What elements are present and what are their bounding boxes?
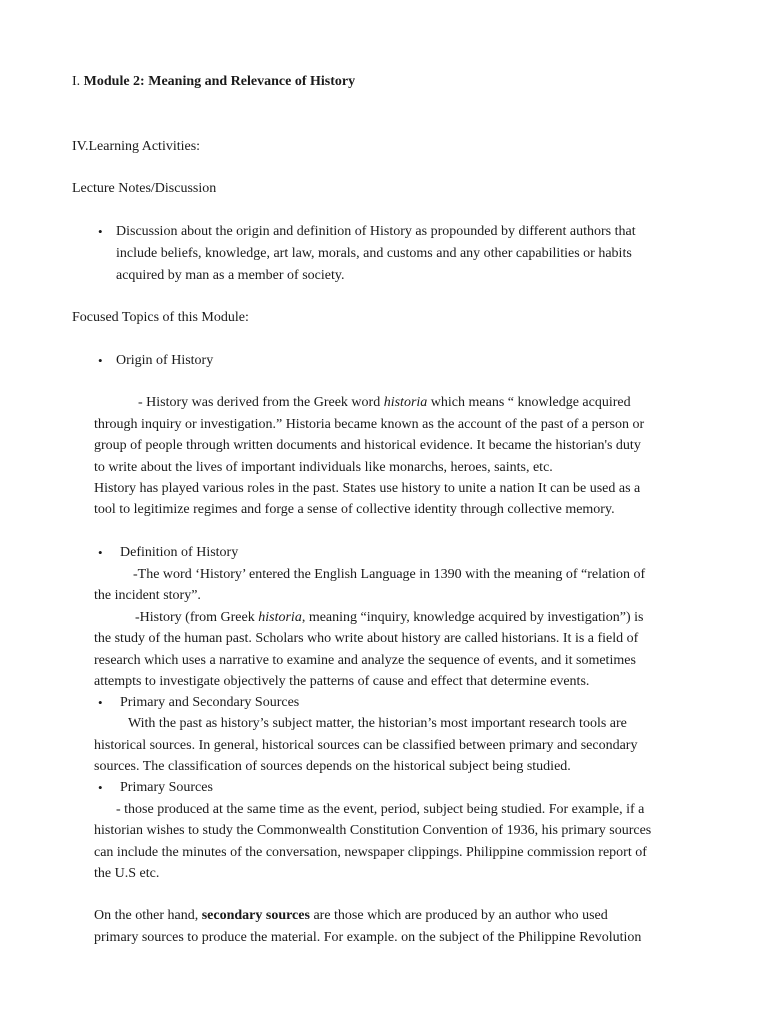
prim-sec-title: Primary and Secondary Sources: [120, 695, 300, 710]
origin-line-5: History has played various roles in the past. States use history to unite a nation It can be used as a: [94, 481, 641, 496]
discussion-line-1: Discussion about the origin and definition of History as propounded by different authors that: [116, 224, 636, 239]
bullet-icon: •: [98, 224, 103, 239]
primary-line-1: - those produced at the same time as the event, period, subject being studied. For example, if a: [116, 802, 645, 817]
prim-sec-line-1: With the past as history’s subject matter, the historian’s most important research tools are: [128, 716, 627, 731]
primary-title: Primary Sources: [120, 780, 213, 795]
definition-line-6: attempts to investigate objectively the patterns of cause and effect that determine events.: [94, 674, 590, 689]
definition-line-3-a: -History (from Greek: [135, 610, 259, 625]
bullet-icon: •: [98, 695, 103, 710]
module-heading: [72, 73, 355, 91]
definition-title: Definition of History: [120, 545, 239, 560]
focused-topics-heading: Focused Topics of this Module:: [72, 310, 249, 325]
heading-title: Module 2: Meaning and Relevance of History: [83, 74, 356, 89]
origin-line-4: to write about the lives of important individuals like monarchs, heroes, saints, etc.: [94, 460, 553, 475]
primary-line-3: can include the minutes of the conversation, newspaper clippings. Philippine commission report of: [94, 845, 647, 860]
definition-line-3: [135, 609, 643, 627]
origin-line-1-b: which means “ knowledge acquired: [427, 395, 631, 410]
secondary-line-1-a: On the other hand,: [94, 908, 202, 923]
heading-prefix: I.: [72, 74, 84, 89]
origin-line-2: through inquiry or investigation.” Historia became known as the account of the past of a person or: [94, 417, 645, 432]
primary-line-4: the U.S etc.: [94, 866, 160, 881]
lecture-notes-heading: Lecture Notes/Discussion: [72, 181, 217, 196]
definition-line-4: the study of the human past. Scholars who write about history are called historians. It is a field of: [94, 631, 639, 646]
bullet-icon: •: [98, 353, 103, 368]
discussion-line-2: include beliefs, knowledge, art law, morals, and customs and any other capabilities or habits: [116, 246, 632, 261]
definition-line-5: research which uses a narrative to examine and analyze the sequence of events, and it sometimes: [94, 653, 636, 668]
discussion-line-3: acquired by man as a member of society.: [116, 268, 345, 283]
definition-line-3-b: , meaning “inquiry, knowledge acquired by investigation”) is: [301, 610, 644, 625]
definition-line-1: -The word ‘History’ entered the English Language in 1390 with the meaning of “relation of: [133, 567, 646, 582]
origin-line-6: tool to legitimize regimes and forge a sense of collective identity through collective memory.: [94, 502, 615, 517]
bullet-icon: •: [98, 780, 103, 795]
definition-line-2: the incident story”.: [94, 588, 201, 603]
origin-line-3: group of people through written documents and historical evidence. It became the historian's duty: [94, 438, 641, 453]
secondary-term: secondary sources: [201, 908, 310, 923]
definition-line-3-em: historia: [258, 610, 302, 625]
bullet-icon: •: [98, 545, 103, 560]
origin-title: Origin of History: [116, 353, 214, 368]
prim-sec-line-3: sources. The classification of sources depends on the historical subject being studied.: [94, 759, 571, 774]
origin-line-1: [138, 394, 631, 412]
origin-line-1-a: - History was derived from the Greek word: [138, 395, 384, 410]
origin-line-1-em: historia: [383, 395, 428, 410]
primary-line-2: historian wishes to study the Commonwealth Constitution Convention of 1936, his primary sources: [94, 823, 652, 838]
prim-sec-line-2: historical sources. In general, historical sources can be classified between primary and secondary: [94, 738, 638, 753]
learning-activities-heading: IV.Learning Activities:: [72, 139, 201, 154]
secondary-line-2: primary sources to produce the material. For example. on the subject of the Philippine Revolution: [94, 930, 642, 945]
secondary-line-1: [94, 907, 608, 925]
secondary-line-1-c: are those which are produced by an author who used: [309, 908, 608, 923]
